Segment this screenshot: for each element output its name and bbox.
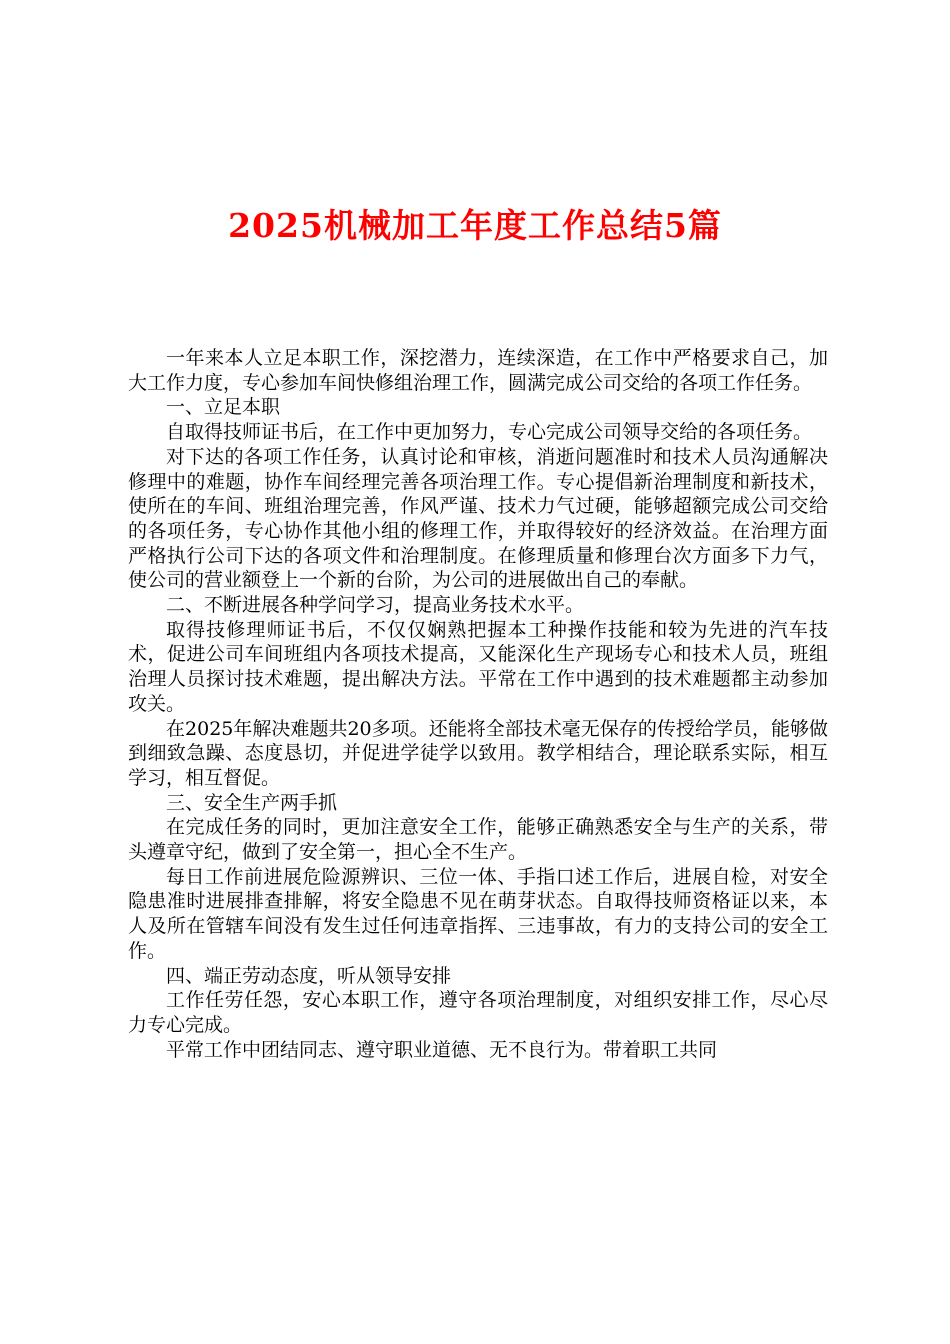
paragraph: 每日工作前进展危险源辨识、三位一体、手指口述工作后，进展自检，对安全隐患准时进展排查排解，将安全隐患不见在萌芽状态。自取得技师资格证以来，本人及所在管辖车间没有发生过任何违章指挥、三违事故，有力的支持公司的安全工作。 <box>128 865 828 962</box>
paragraph-intro: 一年来本人立足本职工作，深挖潜力，连续深造，在工作中严格要求自己，加大工作力度，专心参加车间快修组治理工作，圆满完成公司交给的各项工作任务。 <box>128 347 828 394</box>
section-heading-2: 二、不断进展各种学问学习，提高业务技术水平。 <box>166 594 585 617</box>
document-title: 2025机械加工年度工作总结5篇 <box>228 206 722 245</box>
paragraph: 自取得技师证书后，在工作中更加努力，专心完成公司领导交给的各项任务。 <box>166 421 813 444</box>
section-heading-3: 三、安全生产两手抓 <box>166 791 338 814</box>
paragraph: 对下达的各项工作任务，认真讨论和审核，消逝问题准时和技术人员沟通解决修理中的难题，协作车间经理完善各项治理工作。专心提倡新治理制度和新技术，使所在的车间、班组治理完善，作风严谨、技术力气过硬，能够超额完成公司交给的各项任务，专心协作其他小组的修理工作，并取得较好的经济效益。在治理方面严格执行公司下达的各项文件和治理制度。在修理质量和修理台次方面多下力气，使公司的营业额登上一个新的台阶，为公司的进展做出自己的奉献。 <box>128 445 828 592</box>
paragraph: 在完成任务的同时，更加注意安全工作，能够正确熟悉安全与生产的关系，带头遵章守纪，做到了安全第一，担心全不生产。 <box>128 816 828 864</box>
paragraph: 取得技修理师证书后，不仅仅娴熟把握本工种操作技能和较为先进的汽车技术，促进公司车间班组内各项技术提高，又能深化生产现场专心和技术人员，班组治理人员探讨技术难题，提出解决方法。平常在工作中遇到的技术难题都主动参加攻关。 <box>128 618 828 715</box>
document-body <box>128 346 828 1062</box>
section-heading-1: 一、立足本职 <box>166 396 281 419</box>
paragraph: 工作任劳任怨，安心本职工作，遵守各项治理制度，对组织安排工作，尽心尽力专心完成。 <box>128 989 828 1036</box>
section-heading-4: 四、端正劳动态度，听从领导安排 <box>166 964 452 987</box>
paragraph: 平常工作中团结同志、遵守职业道德、无不良行为。带着职工共同 <box>166 1038 718 1061</box>
paragraph: 在2025年解决难题共20多项。还能将全部技术毫无保存的传授给学员，能够做到细致急躁、态度恳切，并促进学徒学以致用。教学相结合，理论联系实际，相互学习，相互督促。 <box>128 717 828 789</box>
